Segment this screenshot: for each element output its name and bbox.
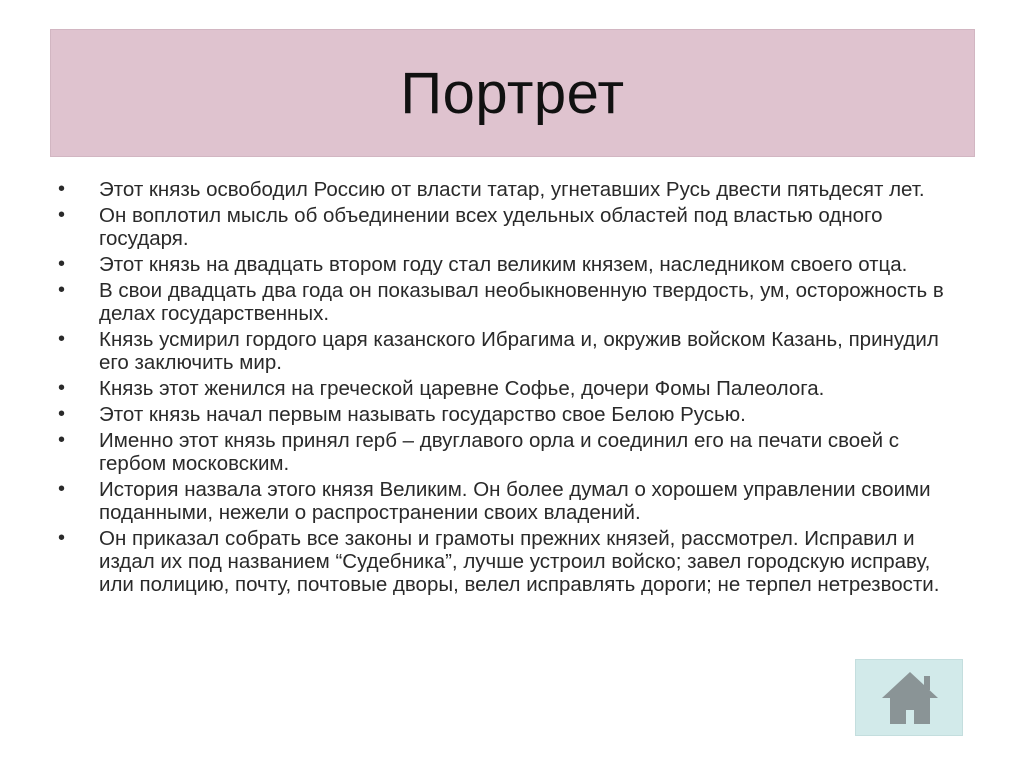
bullet-text: Этот князь освободил Россию от власти татар, угнетавших Русь двести пятьдесят лет. xyxy=(99,178,925,201)
bullet-item xyxy=(58,377,958,400)
bullet-marker: • xyxy=(58,178,66,200)
bullet-marker: • xyxy=(58,328,66,350)
bullet-text: Этот князь на двадцать втором году стал великим князем, наследником своего отца. xyxy=(99,253,908,276)
bullet-text: Князь этот женился на греческой царевне Софье, дочери Фомы Палеолога. xyxy=(99,377,825,400)
bullet-item xyxy=(58,527,958,596)
bullet-item xyxy=(58,279,958,325)
bullet-text: История назвала этого князя Великим. Он более думал о хорошем управлении своими поданными, нежели о распространении своих владений. xyxy=(99,478,931,524)
bullet-marker: • xyxy=(58,279,66,301)
bullet-item xyxy=(58,253,958,276)
bullet-text: Он приказал собрать все законы и грамоты прежних князей, рассмотрел. Исправил и издал их под названием “Судебника”, лучше устроил войско; завел городскую исправу, или полицию, почту, почтовые дворы, велел исправлять дороги; не терпел нетрезвости. xyxy=(99,527,940,596)
bullet-marker: • xyxy=(58,527,66,549)
bullet-item xyxy=(58,204,958,250)
bullet-marker: • xyxy=(58,478,66,500)
bullet-item xyxy=(58,328,958,374)
bullet-item xyxy=(58,403,958,426)
home-icon xyxy=(880,668,940,728)
bullet-marker: • xyxy=(58,377,66,399)
home-button[interactable] xyxy=(855,659,963,736)
bullet-marker: • xyxy=(58,429,66,451)
bullet-marker: • xyxy=(58,204,66,226)
bullet-text: Князь усмирил гордого царя казанского Ибрагима и, окружив войском Казань, принудил его заключить мир. xyxy=(99,328,939,374)
bullet-text: Этот князь начал первым называть государство свое Белою Русью. xyxy=(99,403,746,426)
bullet-text: Он воплотил мысль об объединении всех удельных областей под властью одного государя. xyxy=(99,204,883,250)
bullet-item xyxy=(58,478,958,524)
bullet-item xyxy=(58,178,958,201)
bullet-text: Именно этот князь принял герб – двуглавого орла и соединил его на печати своей с гербом московским. xyxy=(99,429,899,475)
bullet-list xyxy=(58,178,958,599)
title-banner xyxy=(50,29,975,157)
bullet-marker: • xyxy=(58,403,66,425)
bullet-item xyxy=(58,429,958,475)
slide-title: Портрет xyxy=(400,60,625,126)
bullet-text: В свои двадцать два года он показывал необыкновенную твердость, ум, осторожность в делах государственных. xyxy=(99,279,944,325)
bullet-marker: • xyxy=(58,253,66,275)
